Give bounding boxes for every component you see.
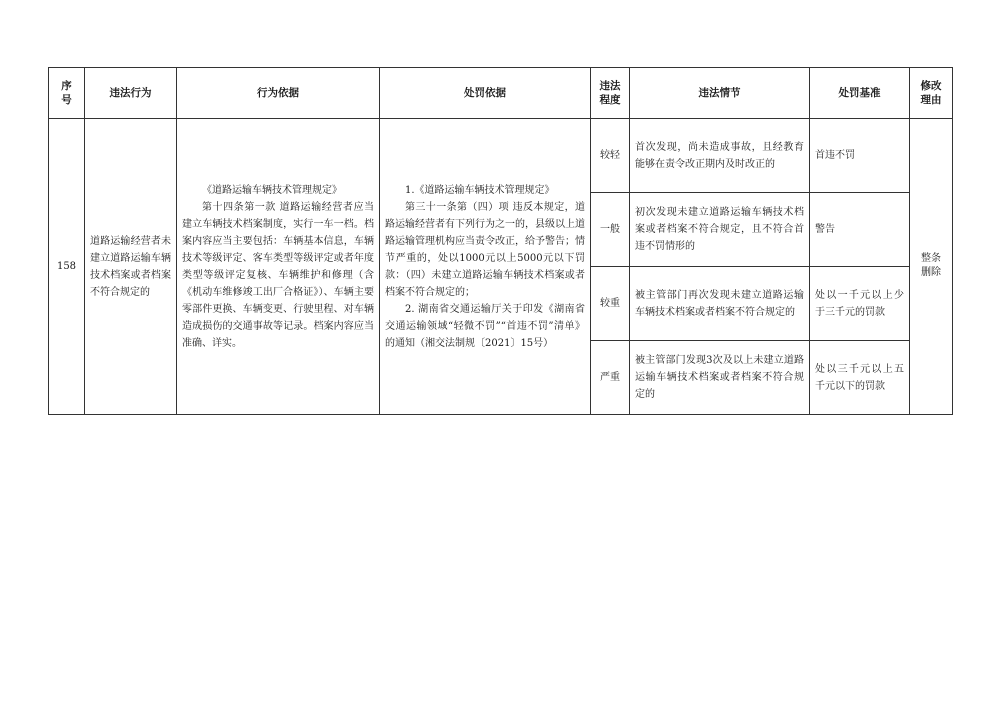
cell-degree: 较重 <box>591 267 630 341</box>
header-degree: 违法 程度 <box>591 68 630 119</box>
cell-standard: 首违不罚 <box>810 119 910 193</box>
cell-seq: 158 <box>49 119 85 415</box>
cell-violation: 道路运输经营者未建立道路运输车辆技术档案或者档案不符合规定的 <box>85 119 177 415</box>
cell-circumstance: 初次发现未建立道路运输车辆技术档案或者档案不符合规定，且不符合首违不罚情形的 <box>630 193 810 267</box>
penalty-basis-p3: 2. 湖南省交通运输厅关于印发《湖南省交通运输领域“轻微不罚”“首违不罚”清单》的通知（湘交法制规〔2021〕15号） <box>385 303 585 349</box>
cell-degree: 严重 <box>591 341 630 415</box>
basis-title: 《道路运输车辆技术管理规定》 <box>202 184 342 196</box>
header-basis: 行为依据 <box>177 68 380 119</box>
penalty-basis-p2: 第三十一条第（四）项 违反本规定，道路运输经营者有下列行为之一的，县级以上道路运输管理机构应当责令改正，给予警告；情节严重的，处以1000元以上5000元以下罚款：（四）未建立道路运输车辆技术档案或者档案不符合规定的； <box>385 201 585 298</box>
header-seq: 序 号 <box>49 68 85 119</box>
cell-degree: 较轻 <box>591 119 630 193</box>
penalty-standard-table <box>48 67 953 415</box>
header-reason: 修改 理由 <box>910 68 953 119</box>
cell-reason: 整条删除 <box>910 119 953 415</box>
header-circumstance: 违法情节 <box>630 68 810 119</box>
cell-behavior-basis <box>177 119 380 415</box>
cell-circumstance: 被主管部门再次发现未建立道路运输车辆技术档案或者档案不符合规定的 <box>630 267 810 341</box>
cell-standard: 处以一千元以上少于三千元的罚款 <box>810 267 910 341</box>
table-header-row <box>49 68 953 119</box>
header-violation: 违法行为 <box>85 68 177 119</box>
cell-circumstance: 首次发现，尚未造成事故，且经教育能够在责令改正期内及时改正的 <box>630 119 810 193</box>
table-row <box>49 119 953 193</box>
header-penalty-basis: 处罚依据 <box>380 68 591 119</box>
cell-circumstance: 被主管部门发现3次及以上未建立道路运输车辆技术档案或者档案不符合规定的 <box>630 341 810 415</box>
penalty-basis-p1: 1.《道路运输车辆技术管理规定》 <box>405 184 555 196</box>
cell-standard: 警告 <box>810 193 910 267</box>
cell-penalty-basis <box>380 119 591 415</box>
cell-standard: 处以三千元以上五千元以下的罚款 <box>810 341 910 415</box>
header-standard: 处罚基准 <box>810 68 910 119</box>
basis-body: 第十四条第一款 道路运输经营者应当建立车辆技术档案制度，实行一车一档。档案内容应当主要包括：车辆基本信息，车辆技术等级评定、客车类型等级评定或者年度类型等级评定复核、车辆维护和修理（含《机动车维修竣工出厂合格证》）、车辆主要零部件更换、车辆变更、行驶里程、对车辆造成损伤的交通事故等记录。档案内容应当准确、详实。 <box>182 201 374 349</box>
cell-degree: 一般 <box>591 193 630 267</box>
